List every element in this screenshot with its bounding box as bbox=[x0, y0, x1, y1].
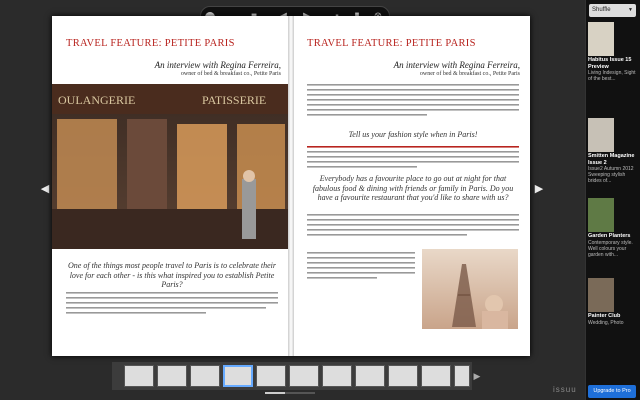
related-desc: Living Indesign, Sight of the best... bbox=[588, 70, 636, 82]
page-thumbnail[interactable] bbox=[322, 365, 352, 387]
left-page bbox=[52, 16, 291, 356]
prev-page-arrow-icon[interactable]: ◀ bbox=[40, 183, 50, 195]
related-item[interactable] bbox=[588, 198, 639, 258]
page-thumbnail[interactable] bbox=[421, 365, 451, 387]
page-thumbnail-strip bbox=[112, 362, 472, 390]
issuu-logo: issuu bbox=[553, 385, 577, 394]
related-title: Habitus Issue 15 Preview bbox=[588, 57, 632, 70]
page-thumbnail[interactable] bbox=[124, 365, 154, 387]
page-thumbnail[interactable] bbox=[289, 365, 319, 387]
reading-progress-bar bbox=[265, 392, 315, 394]
svg-text:OULANGERIE: OULANGERIE bbox=[58, 93, 136, 107]
related-cover bbox=[588, 118, 614, 152]
page-thumbnail[interactable] bbox=[454, 365, 470, 387]
related-title: Smitten Magazine Issue 2 bbox=[588, 153, 635, 166]
owner-line: owner of bed & breakfast co., Petite Paris bbox=[419, 71, 520, 77]
related-sidebar bbox=[585, 0, 640, 400]
body-text-placeholder bbox=[307, 84, 519, 124]
related-desc: Issue2 Autumn 2012 Sweeping stylish brides of... bbox=[588, 166, 634, 184]
magazine-spread bbox=[52, 16, 530, 356]
thumbstrip-next-icon[interactable]: ▶ bbox=[473, 371, 481, 381]
related-item[interactable] bbox=[588, 22, 639, 82]
reading-progress-fill bbox=[265, 392, 285, 394]
page-thumbnail[interactable] bbox=[190, 365, 220, 387]
body-text-placeholder bbox=[307, 214, 519, 244]
related-cover bbox=[588, 22, 614, 56]
related-cover bbox=[588, 198, 614, 232]
page-thumbnail[interactable] bbox=[256, 365, 286, 387]
eiffel-tower-illustration bbox=[422, 249, 518, 329]
right-page bbox=[291, 16, 530, 356]
shuffle-label: Shuffle bbox=[592, 7, 611, 13]
next-page-arrow-icon[interactable]: ▶ bbox=[534, 183, 544, 195]
related-desc: Contemporary style. Well colours your garden with... bbox=[588, 239, 633, 258]
shuffle-dropdown[interactable] bbox=[589, 4, 636, 17]
pull-quote-restaurant: Everybody has a favourite place to go out at night for that fabulous food & dining with friends or family in Paris. Do you have a favourite restaurant that you'd like to share with us? bbox=[312, 174, 514, 202]
feature-title: TRAVEL FEATURE: PETITE PARIS bbox=[66, 38, 235, 49]
related-item[interactable] bbox=[588, 278, 639, 326]
upgrade-to-pro-button[interactable]: Upgrade to Pro bbox=[588, 385, 636, 398]
chevron-down-icon: ▼ bbox=[628, 7, 633, 13]
svg-text:PATISSERIE: PATISSERIE bbox=[202, 93, 267, 107]
paris-boulangerie-photo bbox=[52, 84, 291, 249]
page-thumbnail[interactable] bbox=[355, 365, 385, 387]
pull-quote: One of the things most people travel to Paris is to celebrate their love for each other - is this what inspired you to establish Petite Paris? bbox=[68, 261, 276, 289]
page-thumbnail-active[interactable] bbox=[223, 365, 253, 387]
owner-line: owner of bed & breakfast co., Petite Paris bbox=[180, 71, 281, 77]
body-text-placeholder bbox=[66, 292, 278, 322]
related-title: Garden Planters bbox=[588, 233, 631, 239]
interview-line: An interview with Regina Ferreira, bbox=[393, 60, 520, 70]
interview-line: An interview with Regina Ferreira, bbox=[154, 60, 281, 70]
body-text-placeholder bbox=[307, 252, 415, 292]
eiffel-tower-photo bbox=[422, 249, 518, 329]
boulangerie-illustration bbox=[52, 84, 291, 249]
pull-quote-fashion: Tell us your fashion style when in Paris! bbox=[348, 130, 478, 139]
related-title: Painter Club bbox=[588, 313, 621, 319]
body-text-placeholder bbox=[307, 146, 519, 176]
related-item[interactable] bbox=[588, 118, 639, 184]
page-thumbnail[interactable] bbox=[157, 365, 187, 387]
page-thumbnail[interactable] bbox=[388, 365, 418, 387]
feature-title: TRAVEL FEATURE: PETITE PARIS bbox=[307, 38, 476, 49]
related-desc: Wedding, Photo bbox=[588, 319, 624, 326]
related-cover bbox=[588, 278, 614, 312]
